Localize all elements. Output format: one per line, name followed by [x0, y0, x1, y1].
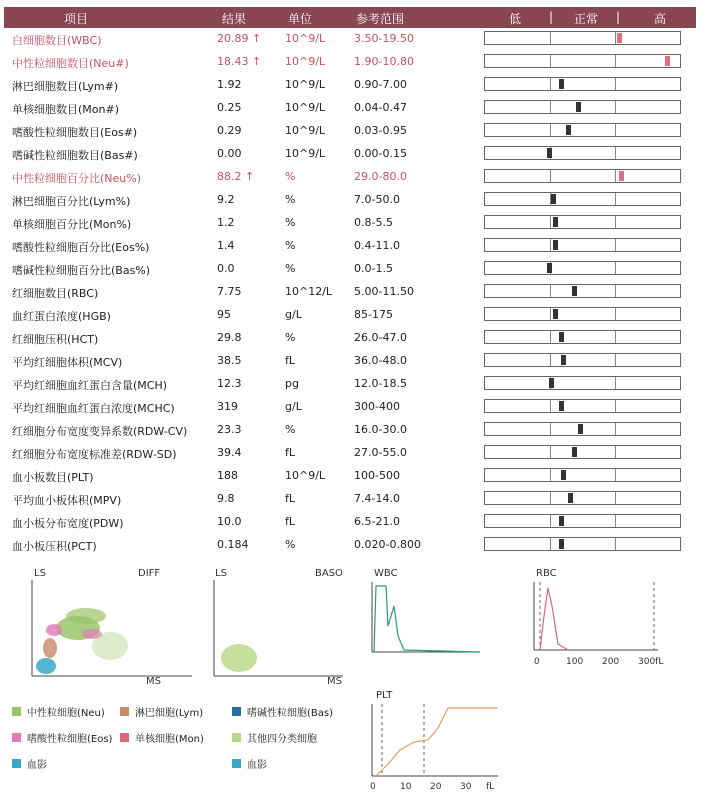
header-high: 高 [654, 12, 667, 26]
test-name: 中性粒细胞百分比(Neu%) [12, 172, 142, 185]
table-row [0, 534, 702, 557]
rbc-tick-3: 300fL [638, 657, 664, 667]
range-bar-divider [615, 285, 616, 297]
range-bar-divider [615, 193, 616, 205]
range-bar-marker [576, 102, 581, 112]
table-row [0, 419, 702, 442]
legend-label: 单核细胞(Mon) [135, 734, 204, 745]
range-bar [484, 169, 681, 183]
range-bar-divider [550, 515, 551, 527]
baso-title: BASO [315, 568, 343, 579]
legend-label: 血影 [247, 760, 267, 771]
ghost-cluster [36, 658, 56, 674]
range-bar-marker [572, 447, 577, 457]
header-low: 低 [509, 12, 522, 26]
test-value: 9.2 [217, 193, 235, 206]
test-range: 0.4-11.0 [354, 239, 400, 252]
table-row [0, 442, 702, 465]
test-range: 26.0-47.0 [354, 331, 407, 344]
test-value: 39.4 [217, 446, 242, 459]
legend-lym [120, 704, 203, 719]
table-row [0, 97, 702, 120]
range-bar [484, 330, 681, 344]
test-name: 血小板分布宽度(PDW) [12, 517, 124, 530]
test-value: 88.2 ↑ [217, 170, 255, 183]
test-value: 18.43 ↑ [217, 55, 262, 68]
test-unit: % [285, 239, 296, 252]
test-name: 平均红细胞体积(MCV) [12, 356, 123, 369]
other-cells-cluster [221, 644, 257, 672]
test-range: 3.50-19.50 [354, 32, 414, 45]
test-value: 7.75 [217, 285, 242, 298]
range-bar-divider [615, 170, 616, 182]
range-bar-divider [550, 446, 551, 458]
legend-label: 其他四分类细胞 [247, 734, 317, 745]
header-item: 项目 [64, 12, 89, 26]
range-bar-marker [553, 309, 558, 319]
test-range: 100-500 [354, 469, 400, 482]
rbc-tick-2: 200 [602, 657, 620, 667]
table-row [0, 235, 702, 258]
range-bar [484, 215, 681, 229]
test-unit: 10^9/L [285, 55, 326, 68]
range-bar [484, 100, 681, 114]
range-bar-divider [615, 469, 616, 481]
test-value: 95 [217, 308, 231, 321]
range-bar-divider [615, 101, 616, 113]
test-name: 平均血小板体积(MPV) [12, 494, 122, 507]
test-range: 0.03-0.95 [354, 124, 407, 137]
test-name: 血红蛋白浓度(HGB) [12, 310, 111, 323]
plt-histogram [368, 688, 508, 792]
range-bar-divider [550, 308, 551, 320]
range-bar [484, 353, 681, 367]
test-range: 36.0-48.0 [354, 354, 407, 367]
range-bar-divider [550, 331, 551, 343]
range-bar-divider [615, 515, 616, 527]
legend-swatch [232, 759, 241, 768]
test-value: 0.184 [217, 538, 249, 551]
wbc-hist-title: WBC [374, 568, 398, 579]
test-unit: fL [285, 492, 296, 505]
legend-label: 血影 [27, 760, 47, 771]
lym-cluster [43, 638, 57, 658]
diff-y-label: LS [34, 568, 46, 579]
range-bar [484, 238, 681, 252]
test-unit: 10^9/L [285, 32, 326, 45]
test-value: 1.4 [217, 239, 235, 252]
header-divider-1: | [549, 10, 554, 24]
test-unit: 10^9/L [285, 147, 326, 160]
legend-swatch [120, 707, 129, 716]
range-bar [484, 31, 681, 45]
range-bar [484, 261, 681, 275]
range-bar-divider [550, 170, 551, 182]
range-bar-divider [615, 55, 616, 67]
range-bar-divider [550, 55, 551, 67]
test-value: 29.8 [217, 331, 242, 344]
test-range: 0.00-0.15 [354, 147, 407, 160]
table-row [0, 396, 702, 419]
range-bar [484, 445, 681, 459]
header-normal: 正常 [574, 12, 599, 26]
test-unit: 10^12/L [285, 285, 333, 298]
test-name: 平均红细胞血红蛋白浓度(MCHC) [12, 402, 175, 415]
test-value: 1.92 [217, 78, 242, 91]
test-unit: fL [285, 354, 296, 367]
test-unit: % [285, 538, 296, 551]
range-bar [484, 376, 681, 390]
legend-swatch [12, 759, 21, 768]
test-name: 单核细胞数目(Mon#) [12, 103, 119, 116]
table-row [0, 28, 702, 51]
range-bar-divider [615, 400, 616, 412]
range-bar-divider [615, 78, 616, 90]
test-unit: fL [285, 446, 296, 459]
range-bar-divider [550, 239, 551, 251]
test-name: 嗜碱性粒细胞数目(Bas#) [12, 149, 138, 162]
range-bar [484, 77, 681, 91]
test-name: 红细胞分布宽度标准差(RDW-SD) [12, 448, 177, 461]
legend-label: 中性粒细胞(Neu) [27, 708, 105, 719]
range-bar [484, 192, 681, 206]
legend-eos [12, 730, 112, 745]
test-name: 中性粒细胞数目(Neu#) [12, 57, 129, 70]
range-bar-marker [559, 516, 564, 526]
range-bar-marker [547, 263, 552, 273]
range-bar-marker [617, 33, 622, 43]
test-value: 23.3 [217, 423, 242, 436]
test-unit: pg [285, 377, 299, 390]
range-bar-divider [615, 377, 616, 389]
diff-scatter-plot [20, 566, 200, 688]
table-row [0, 212, 702, 235]
test-range: 5.00-11.50 [354, 285, 414, 298]
header-unit: 单位 [288, 12, 313, 26]
range-bar-divider [615, 423, 616, 435]
test-value: 0.29 [217, 124, 242, 137]
range-bar-divider [615, 446, 616, 458]
table-row [0, 120, 702, 143]
range-bar-divider [550, 469, 551, 481]
test-range: 0.020-0.800 [354, 538, 421, 551]
test-unit: 10^9/L [285, 124, 326, 137]
test-value: 0.25 [217, 101, 242, 114]
legend-swatch [232, 733, 241, 742]
test-value: 188 [217, 469, 238, 482]
range-bar-marker [568, 493, 573, 503]
header-divider-2: | [616, 10, 621, 24]
table-row [0, 327, 702, 350]
range-bar-divider [615, 216, 616, 228]
table-row [0, 511, 702, 534]
eos-cluster [46, 624, 62, 636]
range-bar [484, 514, 681, 528]
table-row [0, 189, 702, 212]
range-bar-divider [615, 492, 616, 504]
test-range: 0.8-5.5 [354, 216, 393, 229]
test-value: 1.2 [217, 216, 235, 229]
test-name: 淋巴细胞百分比(Lym%) [12, 195, 131, 208]
test-unit: 10^9/L [285, 101, 326, 114]
legend-label: 嗜碱性粒细胞(Bas) [247, 708, 334, 719]
rbc-tick-0: 0 [534, 657, 540, 667]
diff-title: DIFF [138, 568, 161, 579]
range-bar-divider [615, 538, 616, 550]
range-bar-divider [550, 216, 551, 228]
range-bar-divider [550, 32, 551, 44]
range-bar-divider [615, 147, 616, 159]
range-bar-marker [561, 355, 566, 365]
test-unit: % [285, 170, 296, 183]
diff-x-label: MS [146, 676, 161, 687]
range-bar-divider [615, 308, 616, 320]
test-range: 7.0-50.0 [354, 193, 400, 206]
test-name: 嗜酸性粒细胞数目(Eos#) [12, 126, 138, 139]
test-name: 淋巴细胞数目(Lym#) [12, 80, 119, 93]
legend-neu [12, 704, 105, 719]
test-range: 0.0-1.5 [354, 262, 393, 275]
table-row [0, 488, 702, 511]
range-bar-divider [550, 423, 551, 435]
range-bar-marker [551, 194, 556, 204]
range-bar-divider [550, 101, 551, 113]
range-bar-marker [547, 148, 552, 158]
plt-tick-0: 0 [370, 782, 376, 792]
range-bar-divider [615, 124, 616, 136]
range-bar [484, 537, 681, 551]
test-range: 27.0-55.0 [354, 446, 407, 459]
range-bar [484, 307, 681, 321]
table-header [4, 7, 696, 28]
table-row [0, 143, 702, 166]
range-bar [484, 399, 681, 413]
table-row [0, 74, 702, 97]
range-bar-divider [550, 78, 551, 90]
table-row [0, 51, 702, 74]
range-bar-divider [615, 354, 616, 366]
range-bar-divider [550, 285, 551, 297]
range-bar-divider [615, 331, 616, 343]
test-unit: % [285, 262, 296, 275]
legend-ghost-2 [232, 756, 267, 771]
range-bar-divider [550, 124, 551, 136]
test-unit: % [285, 423, 296, 436]
test-unit: % [285, 331, 296, 344]
range-bar-divider [615, 239, 616, 251]
range-bar-divider [550, 354, 551, 366]
range-bar [484, 491, 681, 505]
range-bar [484, 284, 681, 298]
range-bar-marker [566, 125, 571, 135]
test-value: 319 [217, 400, 238, 413]
test-name: 红细胞分布宽度变异系数(RDW-CV) [12, 425, 188, 438]
range-bar [484, 54, 681, 68]
range-bar [484, 422, 681, 436]
legend-swatch [12, 733, 21, 742]
rbc-hist-title: RBC [536, 568, 557, 579]
range-bar-divider [550, 538, 551, 550]
plt-tick-1: 10 [400, 782, 412, 792]
plt-hist-title: PLT [376, 690, 393, 701]
test-unit: % [285, 193, 296, 206]
range-bar-marker [578, 424, 583, 434]
test-value: 12.3 [217, 377, 242, 390]
test-name: 血小板数目(PLT) [12, 471, 94, 484]
legend-label: 淋巴细胞(Lym) [135, 708, 204, 719]
test-unit: % [285, 216, 296, 229]
test-range: 16.0-30.0 [354, 423, 407, 436]
range-bar-marker [559, 79, 564, 89]
test-unit: g/L [285, 400, 302, 413]
test-unit: 10^9/L [285, 78, 326, 91]
wbc-histogram [368, 566, 488, 666]
range-bar-marker [572, 286, 577, 296]
test-range: 1.90-10.80 [354, 55, 414, 68]
baso-scatter-plot [205, 566, 350, 688]
test-range: 0.04-0.47 [354, 101, 407, 114]
range-bar-marker [559, 539, 564, 549]
test-name: 嗜酸性粒细胞百分比(Eos%) [12, 241, 150, 254]
test-range: 12.0-18.5 [354, 377, 407, 390]
range-bar-marker [561, 470, 566, 480]
test-range: 300-400 [354, 400, 400, 413]
rbc-histogram [528, 566, 678, 672]
test-value: 0.00 [217, 147, 242, 160]
test-range: 85-175 [354, 308, 393, 321]
range-bar [484, 468, 681, 482]
range-bar-divider [550, 492, 551, 504]
test-range: 7.4-14.0 [354, 492, 400, 505]
range-bar-marker [559, 401, 564, 411]
test-value: 10.0 [217, 515, 242, 528]
test-name: 嗜碱性粒细胞百分比(Bas%) [12, 264, 151, 277]
test-name: 红细胞压积(HCT) [12, 333, 99, 346]
range-bar-marker [553, 240, 558, 250]
plt-tick-unit: fL [486, 782, 495, 792]
legend-swatch [12, 707, 21, 716]
test-name: 平均红细胞血红蛋白含量(MCH) [12, 379, 168, 392]
table-row [0, 166, 702, 189]
header-range: 参考范围 [356, 12, 405, 26]
range-bar-marker [619, 171, 624, 181]
test-unit: 10^9/L [285, 469, 326, 482]
test-name: 单核细胞百分比(Mon%) [12, 218, 132, 231]
range-bar-divider [615, 262, 616, 274]
legend-bas [232, 704, 333, 719]
test-value: 0.0 [217, 262, 235, 275]
range-bar-marker [549, 378, 554, 388]
test-name: 红细胞数目(RBC) [12, 287, 99, 300]
table-row [0, 350, 702, 373]
test-value: 20.89 ↑ [217, 32, 262, 45]
header-result: 结果 [222, 12, 247, 26]
range-bar-divider [615, 32, 616, 44]
test-range: 29.0-80.0 [354, 170, 407, 183]
table-row [0, 373, 702, 396]
range-bar-marker [559, 332, 564, 342]
test-name: 白细胞数目(WBC) [12, 34, 102, 47]
legend-swatch [232, 707, 241, 716]
baso-y-label: LS [215, 568, 227, 579]
range-bar [484, 146, 681, 160]
range-bar-marker [665, 56, 670, 66]
legend-label: 嗜酸性粒细胞(Eos) [27, 734, 113, 745]
legend-ghost-1 [12, 756, 47, 771]
rbc-tick-1: 100 [566, 657, 584, 667]
test-unit: fL [285, 515, 296, 528]
test-range: 0.90-7.00 [354, 78, 407, 91]
baso-x-label: MS [327, 676, 342, 687]
test-unit: g/L [285, 308, 302, 321]
table-row [0, 258, 702, 281]
range-bar-marker [553, 217, 558, 227]
test-range: 6.5-21.0 [354, 515, 400, 528]
legend-mon [120, 730, 204, 745]
plt-tick-2: 20 [430, 782, 442, 792]
test-name: 血小板压积(PCT) [12, 540, 97, 553]
plt-tick-3: 30 [460, 782, 472, 792]
test-value: 38.5 [217, 354, 242, 367]
table-row [0, 281, 702, 304]
legend-swatch [120, 733, 129, 742]
table-row [0, 304, 702, 327]
legend-other [232, 730, 317, 745]
table-row [0, 465, 702, 488]
range-bar-divider [550, 400, 551, 412]
range-bar [484, 123, 681, 137]
test-value: 9.8 [217, 492, 235, 505]
